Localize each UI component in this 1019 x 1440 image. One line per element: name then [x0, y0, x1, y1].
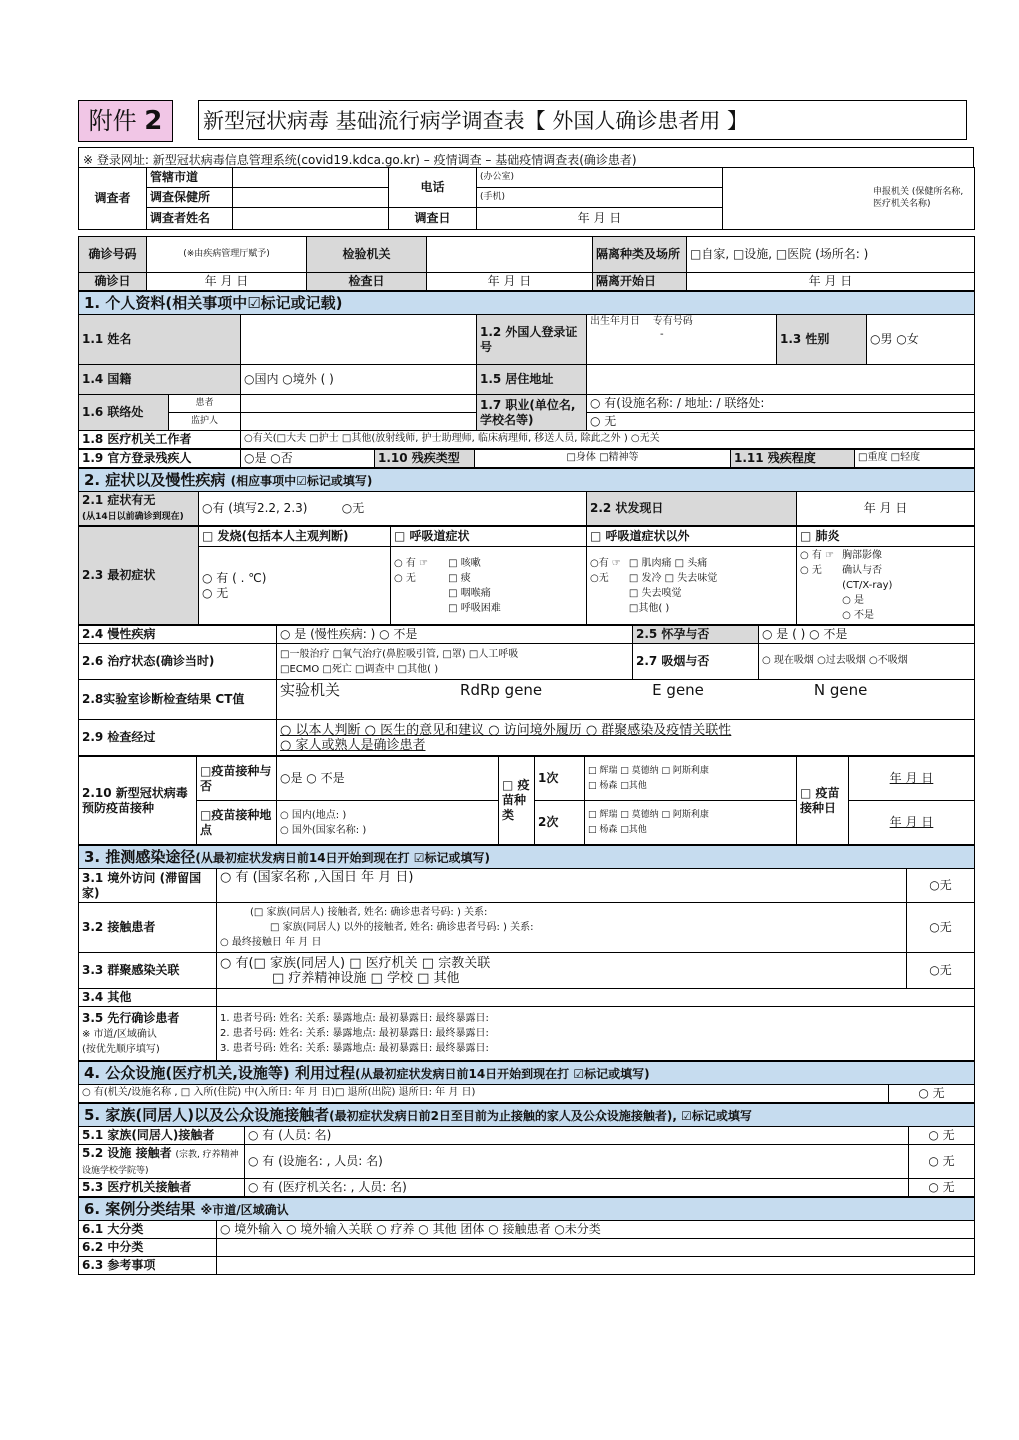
- symptom-field[interactable]: ○有 (填写2.2, 2.3) ○无: [199, 492, 587, 526]
- vaccine-table: [78, 756, 975, 845]
- resp-check[interactable]: □ 呼吸道症状: [391, 527, 587, 547]
- iso-start-label: 隔离开始日: [593, 273, 687, 291]
- contact-patient-none[interactable]: ○无: [907, 903, 975, 953]
- onset-field[interactable]: 年 月 日: [797, 492, 975, 526]
- vaccine-q-field[interactable]: ○是 ○ 不是: [277, 757, 499, 801]
- disability-label: 1.9 官方登录残疾人: [79, 450, 241, 468]
- smoking-field[interactable]: ○ 现在吸烟 ○过去吸烟 ○不吸烟: [759, 644, 975, 680]
- confirm-date-label: 确诊日: [79, 273, 147, 291]
- reg-label: 1.2 外国人登录证号: [477, 315, 587, 365]
- medical-contact-label: 5.3 医疗机关接触者: [79, 1179, 245, 1197]
- medic-field[interactable]: ○有关(□大夫 □护士 □其他(放射线师, 护士助理师, 临床病理师, 移送人员, 除此之外 ) ○无关: [241, 431, 975, 449]
- iso-type-field[interactable]: □自家, □设施, □医院 (场所名: ): [687, 237, 975, 273]
- chronic-field[interactable]: ○ 是 (慢性疾病: ) ○ 不是: [277, 626, 633, 644]
- disability-degree-label: 1.11 残疾程度: [731, 450, 855, 468]
- report-org-field[interactable]: 申报机关 (保健所名称, 医疗机关名称): [723, 168, 975, 230]
- section-5-title: 5. 家族(同居人)以及公众设施接触者(最初症状发病日前2日至目前为止接触的家人及公众设施接触者), ☑标记或填写: [79, 1104, 975, 1127]
- patient-contact-field[interactable]: [241, 395, 477, 413]
- lab-result-label: 2.8实验室诊断检查结果 CT值: [79, 680, 277, 720]
- facility-use-field[interactable]: ○ 有(机关/设施名称 , □ 入所(住院) 中(入所日: 年 月 日)□ 退所(出院) 退所日: 年 月 日): [79, 1085, 889, 1103]
- dose2-date-field[interactable]: 年 月 日: [849, 801, 975, 845]
- disability-degree-field[interactable]: □重度 □轻度: [855, 450, 975, 468]
- pregnancy-field[interactable]: ○ 是 ( ) ○ 不是: [759, 626, 975, 644]
- attachment-badge: 附件 2: [78, 100, 173, 142]
- job-yes-option[interactable]: ○ 有(设施名称: / 地址: / 联络处:: [587, 395, 975, 413]
- name-label: 1.1 姓名: [79, 315, 241, 365]
- abroad-field[interactable]: ○ 有 (国家名称 ,入国日 年 月 日): [217, 869, 907, 903]
- cluster-none[interactable]: ○无: [907, 953, 975, 989]
- resp-options[interactable]: ○ 有 ☞ ○ 无 □ 咳嗽 □ 痰 □ 咽喉痛 □ 呼吸困难: [391, 547, 587, 625]
- contact-label: 1.6 联络处: [79, 395, 169, 431]
- vaccine-q-label: □疫苗接种与否: [197, 757, 277, 801]
- city-field[interactable]: [233, 168, 389, 188]
- job-no-option[interactable]: ○ 无: [587, 413, 975, 431]
- chronic-label: 2.4 慢性疾病: [79, 626, 277, 644]
- abroad-label: 3.1 境外访问 (滞留国家): [79, 869, 217, 903]
- dose2-field[interactable]: □ 辉瑞 □ 莫德纳 □ 阿斯利康 □ 杨森 □其他: [585, 801, 797, 845]
- health-center-label: 调查保健所: [147, 188, 233, 208]
- survey-date-label: 调查日: [389, 208, 477, 230]
- confirm-no-label: 确诊号码: [79, 237, 147, 273]
- major-class-field[interactable]: ○ 境外输入 ○ 境外输入关联 ○ 疗养 ○ 其他 团体 ○ 接触患者 ○未分类: [217, 1221, 975, 1239]
- family-contact-field[interactable]: ○ 有 (人员: 名): [245, 1127, 909, 1145]
- disability-type-label: 1.10 残疾类型: [375, 450, 475, 468]
- investigator-name-field[interactable]: [233, 208, 389, 230]
- reference-field[interactable]: [217, 1257, 975, 1275]
- section-contacts: [78, 1103, 975, 1197]
- first-symptom-label: 2.3 最初症状: [79, 527, 199, 625]
- address-label: 1.5 居住地址: [477, 365, 587, 395]
- address-field[interactable]: [587, 365, 975, 395]
- prior-patient-label: 3.5 先行确诊患者 ※ 市道/区域确认 (按优先顺序填写): [79, 1007, 217, 1061]
- lab-org-label: 检验机关: [307, 237, 427, 273]
- form-page: [78, 100, 974, 1275]
- mid-class-label: 6.2 中分类: [79, 1239, 217, 1257]
- section-3-title: 3. 推测感染途径(从最初症状发病日前14日开始到现在打 ☑标记或填写): [79, 846, 975, 869]
- guardian-contact-label: 监护人: [169, 413, 241, 431]
- form-title: 新型冠状病毒 基础流行病学调查表【 外国人确诊患者用 】: [198, 100, 967, 140]
- dose1-label: 1次: [535, 757, 585, 801]
- office-phone-field[interactable]: (办公室): [477, 168, 723, 188]
- contact-patient-label: 3.2 接触患者: [79, 903, 217, 953]
- confirm-no-field[interactable]: (※由疾病管理厅赋予): [147, 237, 307, 273]
- sex-field[interactable]: ○男 ○女: [867, 315, 975, 365]
- section-2-title: 2. 症状以及慢性疾病 (相应事项中☑标记或填写): [79, 469, 975, 492]
- cluster-label: 3.3 群聚感染关联: [79, 953, 217, 989]
- nonresp-check[interactable]: □ 呼吸道症状以外: [587, 527, 797, 547]
- abroad-none[interactable]: ○无: [907, 869, 975, 903]
- major-class-label: 6.1 大分类: [79, 1221, 217, 1239]
- nation-label: 1.4 国籍: [79, 365, 241, 395]
- disability-field[interactable]: ○是 ○否: [241, 450, 375, 468]
- dose1-field[interactable]: □ 辉瑞 □ 莫德纳 □ 阿斯利康 □ 杨森 □其他: [585, 757, 797, 801]
- first-symptom-table: [78, 526, 975, 625]
- city-label: 管辖市道: [147, 168, 233, 188]
- form-header: [78, 100, 974, 142]
- section-disability: [78, 449, 975, 468]
- fever-options[interactable]: ○ 有 ( . ℃) ○ 无: [199, 547, 391, 625]
- test-route-label: 2.9 检查经过: [79, 720, 277, 756]
- section-classification: [78, 1197, 975, 1275]
- prior-patient-field[interactable]: 1. 患者号码: 姓名: 关系: 暴露地点: 最初暴露日: 最终暴露日: 2. 患者号码: 姓名: 关系: 暴露地点: 最初暴露日: 最终暴露日: 3. 患者号码: 姓名: 关系: 暴露地点: 最初暴露日: 最终暴露日:: [217, 1007, 975, 1061]
- treatment-field[interactable]: □一般治疗 □氧气治疗(鼻腔吸引管, □罩) □人工呼吸 □ECMO □死亡 □调查中 □其他( ): [277, 644, 633, 680]
- iso-start-field[interactable]: 年 月 日: [687, 273, 975, 291]
- onset-label: 2.2 状发现日: [587, 492, 797, 526]
- section-facility-use: [78, 1061, 975, 1103]
- treatment-label: 2.6 治疗状态(确诊当时): [79, 644, 277, 680]
- dose1-date-field[interactable]: 年 月 日: [849, 757, 975, 801]
- guardian-contact-field[interactable]: [241, 413, 477, 431]
- sex-label: 1.3 性别: [777, 315, 867, 365]
- section-personal: [78, 291, 975, 449]
- pregnancy-label: 2.5 怀孕与否: [633, 626, 759, 644]
- section-4-title: 4. 公众设施(医疗机关,设施等) 利用过程(从最初症状发病日前14日开始到现在打 ☑标记或填写): [79, 1062, 975, 1085]
- vaccine-label: 2.10 新型冠状病毒预防疫苗接种: [79, 757, 197, 845]
- phone-label: 电话: [389, 168, 477, 208]
- test-route-field[interactable]: ○ 以本人判断 ○ 医生的意见和建议 ○ 访问境外履历 ○ 群聚感染及疫情关联性 ○ 家人或熟人是确诊患者: [277, 720, 975, 756]
- cluster-field[interactable]: ○ 有(□ 家族(同居人) □ 医疗机关 □ 宗教关联 □ 疗养精神设施 □ 学校 □ 其他: [217, 953, 907, 989]
- mid-class-field[interactable]: [217, 1239, 975, 1257]
- notice-line: ※ 登录网址: 新型冠状病毒信息管理系统(covid19.kdca.go.kr) – 疫情调查 – 基础疫情调查表(确诊患者): [78, 147, 974, 167]
- test-date-label: 检查日: [307, 273, 427, 291]
- name-field[interactable]: [241, 315, 477, 365]
- fever-check[interactable]: □ 发烧(包括本人主观判断): [199, 527, 391, 547]
- vaccine-loc-field[interactable]: ○ 国内(地点: ) ○ 国外(国家名称: ): [277, 801, 499, 845]
- medical-contact-field[interactable]: ○ 有 (医疗机关名: , 人员: 名): [245, 1179, 909, 1197]
- section-1-title: 1. 个人资料(相关事项中☑标记或记载): [79, 292, 975, 315]
- facility-use-none[interactable]: ○ 无: [889, 1085, 975, 1103]
- chronic-table: [78, 625, 975, 756]
- investigator-label: 调查者: [79, 168, 147, 230]
- survey-date-field[interactable]: 年 月 日: [477, 208, 723, 230]
- lab-org-field[interactable]: [427, 237, 593, 273]
- symptom-label: 2.1 症状有无 (从14日以前确诊到现在): [79, 492, 199, 526]
- reg-field[interactable]: 出生年月日 专有号码 -: [587, 315, 777, 365]
- mobile-phone-field[interactable]: (手机): [477, 188, 723, 208]
- test-date-field[interactable]: 年 月 日: [427, 273, 593, 291]
- confirm-date-field[interactable]: 年 月 日: [147, 273, 307, 291]
- other-route-label: 3.4 其他: [79, 989, 217, 1007]
- vaccine-type-label: □ 疫苗种类: [499, 757, 535, 845]
- patient-contact-label: 患者: [169, 395, 241, 413]
- vaccine-loc-label: □疫苗接种地点: [197, 801, 277, 845]
- pneumonia-check[interactable]: □ 肺炎: [797, 527, 975, 547]
- iso-type-label: 隔离种类及场所: [593, 237, 687, 273]
- pneumonia-options[interactable]: ○ 有 ☞ ○ 无 胸部影像 确认与否 (CT/X-ray) ○ 是 ○ 不是: [797, 547, 975, 625]
- investigator-table: [78, 167, 975, 230]
- other-route-field[interactable]: [217, 989, 975, 1007]
- facility-contact-field[interactable]: ○ 有 (设施名: , 人员: 名): [245, 1145, 909, 1179]
- health-center-field[interactable]: [233, 188, 389, 208]
- reference-label: 6.3 参考事项: [79, 1257, 217, 1275]
- medical-contact-none[interactable]: ○ 无: [909, 1179, 975, 1197]
- dose2-label: 2次: [535, 801, 585, 845]
- nation-field[interactable]: ○国内 ○境外 ( ): [241, 365, 477, 395]
- section-6-title: 6. 案例分类结果 ※市道/区域确认: [79, 1198, 975, 1221]
- smoking-label: 2.7 吸烟与否: [633, 644, 759, 680]
- investigator-name-label: 调查者姓名: [147, 208, 233, 230]
- facility-contact-none[interactable]: ○ 无: [909, 1145, 975, 1179]
- disability-type-field[interactable]: □身体 □精神等: [475, 450, 731, 468]
- section-infection-route: [78, 845, 975, 1061]
- contact-patient-field[interactable]: (□ 家族(同居人) 接触者, 姓名: 确诊患者号码: ) 关系: □ 家族(同居人) 以外的接触者, 姓名: 确诊患者号码: ) 关系: ○ 最终接触日 年 月 日: [217, 903, 907, 953]
- job-label: 1.7 职业(单位名, 学校名等): [477, 395, 587, 431]
- medic-label: 1.8 医疗机关工作者: [79, 431, 241, 449]
- vaccine-date-label: □ 疫苗接种日: [797, 757, 849, 845]
- lab-result-field[interactable]: 实验机关 RdRp gene E gene N gene: [277, 680, 975, 720]
- facility-contact-label: 5.2 设施 接触者 (宗教, 疗养精神设施学校学院等): [79, 1145, 245, 1179]
- confirm-table: [78, 236, 975, 291]
- section-symptoms: [78, 468, 975, 526]
- family-contact-none[interactable]: ○ 无: [909, 1127, 975, 1145]
- nonresp-options[interactable]: ○有 ☞ ○无 □ 肌肉痛 □ 头痛 □ 发冷 □ 失去味觉 □ 失去嗅觉 □其他( ): [587, 547, 797, 625]
- family-contact-label: 5.1 家族(同居人)接触者: [79, 1127, 245, 1145]
